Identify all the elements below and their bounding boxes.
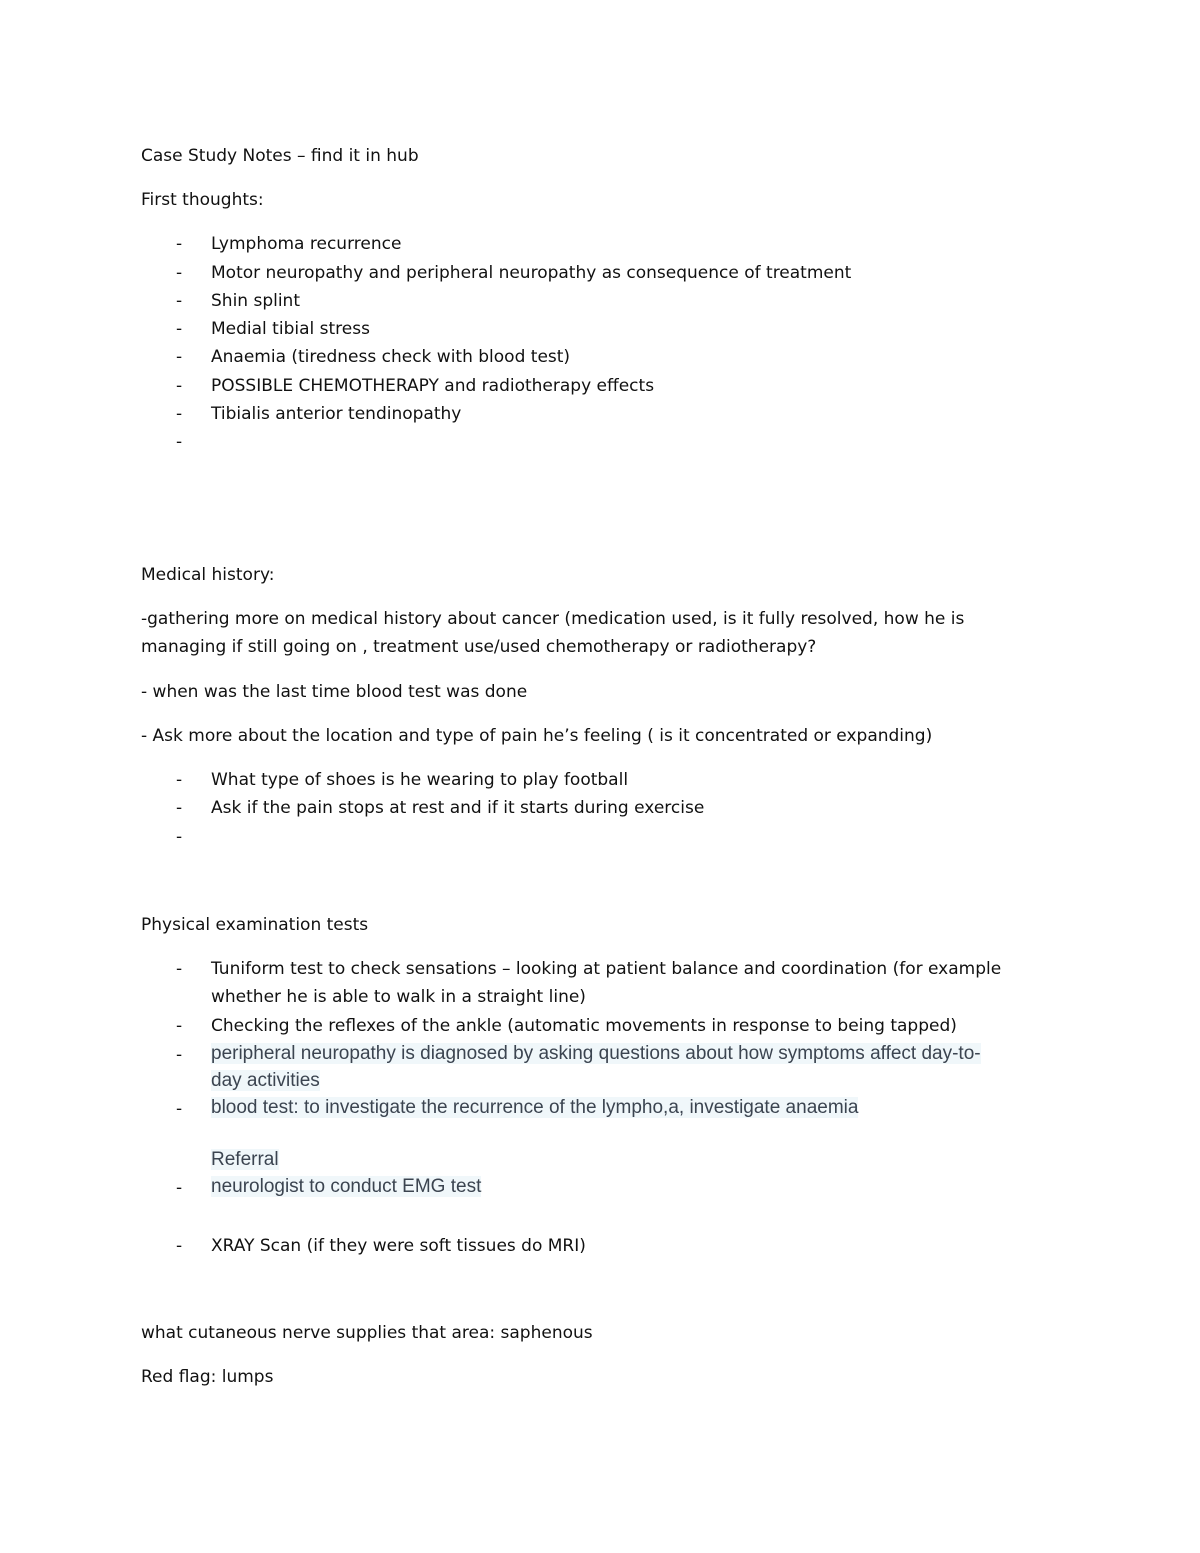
- physical-exam-item-highlighted-cont: [211, 1068, 320, 1094]
- empty-bullet-dash: -: [176, 432, 183, 452]
- physical-exam-item: XRAY Scan (if they were soft tissues do MRI): [211, 1236, 586, 1256]
- highlighted-text: peripheral neuropathy is diagnosed by asking questions about how symptoms affect day-to-: [211, 1043, 981, 1064]
- highlighted-text: Referral: [211, 1149, 279, 1170]
- physical-exam-item: Tuniform test to check sensations – looking at patient balance and coordination (for example: [211, 959, 1002, 979]
- bullet-dash: -: [176, 376, 183, 396]
- bullet-dash: -: [176, 319, 183, 339]
- bullet-dash: -: [176, 1099, 183, 1119]
- first-thoughts-item: Motor neuropathy and peripheral neuropathy as consequence of treatment: [211, 263, 852, 283]
- physical-exam-item-highlighted: [211, 1174, 481, 1200]
- medical-history-paragraph-cont: managing if still going on , treatment use/used chemotherapy or radiotherapy?: [141, 637, 817, 657]
- document-title: Case Study Notes – find it in hub: [141, 146, 419, 166]
- highlighted-text: day activities: [211, 1070, 320, 1091]
- bullet-dash: -: [176, 291, 183, 311]
- cutaneous-nerve-line: what cutaneous nerve supplies that area: saphenous: [141, 1323, 593, 1343]
- bullet-dash: -: [176, 1045, 183, 1065]
- physical-exam-heading: Physical examination tests: [141, 915, 369, 935]
- medical-history-heading: Medical history:: [141, 565, 275, 585]
- first-thoughts-item: POSSIBLE CHEMOTHERAPY and radiotherapy effects: [211, 376, 655, 396]
- medical-history-paragraph: -gathering more on medical history about cancer (medication used, is it fully resolved, how he is: [141, 609, 965, 629]
- first-thoughts-item: Anaemia (tiredness check with blood test): [211, 347, 571, 367]
- bullet-dash: -: [176, 1236, 183, 1256]
- physical-exam-item: Checking the reflexes of the ankle (automatic movements in response to being tapped): [211, 1016, 957, 1036]
- empty-bullet-dash: -: [176, 827, 183, 847]
- first-thoughts-item: Shin splint: [211, 291, 301, 311]
- red-flag-line: Red flag: lumps: [141, 1367, 274, 1387]
- physical-exam-item-highlighted: [211, 1095, 858, 1121]
- bullet-dash: -: [176, 404, 183, 424]
- first-thoughts-item: Tibialis anterior tendinopathy: [211, 404, 462, 424]
- highlighted-text: blood test: to investigate the recurrence of the lympho,a, investigate anaemia: [211, 1097, 859, 1118]
- bullet-dash: -: [176, 959, 183, 979]
- first-thoughts-item: Lymphoma recurrence: [211, 234, 402, 254]
- physical-exam-item-cont: whether he is able to walk in a straight line): [211, 987, 586, 1007]
- physical-exam-item-highlighted: [211, 1041, 981, 1067]
- first-thoughts-item: Medial tibial stress: [211, 319, 370, 339]
- medical-history-item: Ask if the pain stops at rest and if it starts during exercise: [211, 798, 705, 818]
- bullet-dash: -: [176, 263, 183, 283]
- medical-history-paragraph: - when was the last time blood test was done: [141, 682, 528, 702]
- medical-history-item: What type of shoes is he wearing to play football: [211, 770, 629, 790]
- bullet-dash: -: [176, 1178, 183, 1198]
- bullet-dash: -: [176, 798, 183, 818]
- first-thoughts-heading: First thoughts:: [141, 190, 264, 210]
- highlighted-text: neurologist to conduct EMG test: [211, 1176, 482, 1197]
- bullet-dash: -: [176, 1016, 183, 1036]
- bullet-dash: -: [176, 347, 183, 367]
- bullet-dash: -: [176, 770, 183, 790]
- bullet-dash: -: [176, 234, 183, 254]
- referral-label: [211, 1147, 279, 1173]
- medical-history-paragraph: - Ask more about the location and type of pain he’s feeling ( is it concentrated or expanding): [141, 726, 933, 746]
